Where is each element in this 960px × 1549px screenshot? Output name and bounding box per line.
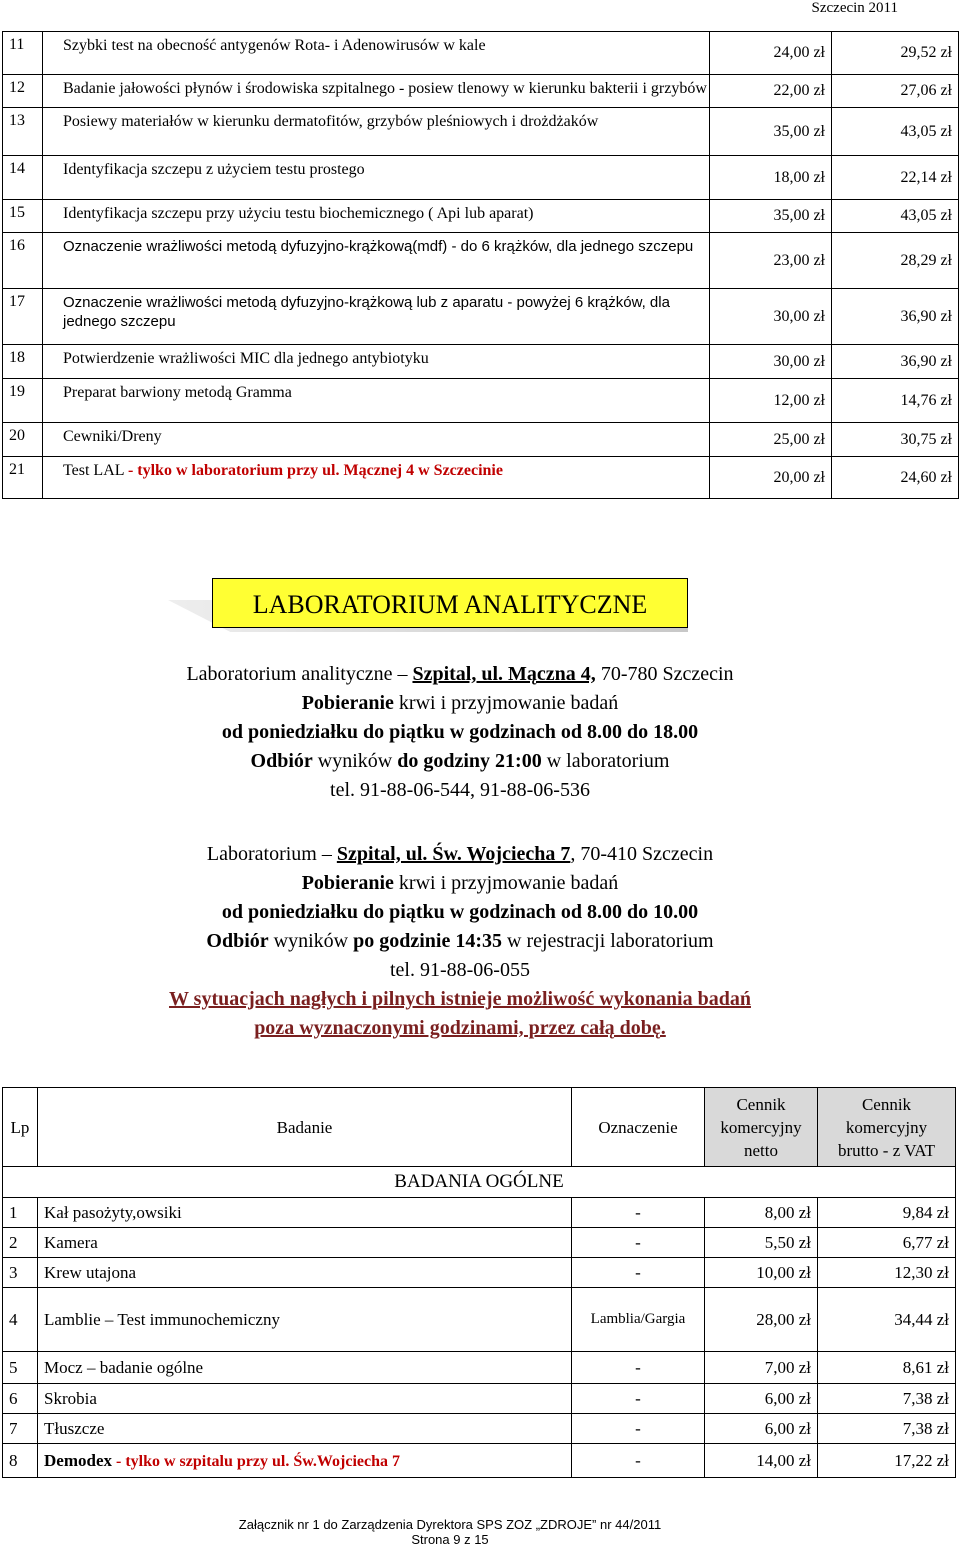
section-banner: LABORATORIUM ANALITYCZNE (212, 578, 688, 628)
row-name-text: Oznaczenie wrażliwości metodą dyfuzyjno-krążkową(mdf) - do 6 krążków, dla jednego szczepu (63, 238, 694, 255)
row-name (43, 379, 710, 423)
row-lp: 7 (3, 1414, 38, 1444)
lab2-phone: tel. 91-88-06-055 (390, 959, 530, 981)
lab1-line1: Laboratorium analityczne – Szpital, ul. Mączna 4, 70-780 Szczecin (186, 663, 734, 685)
row-name-text: Oznaczenie wrażliwości metodą dyfuzyjno-krążkową lub z aparatu - powyżej 6 krążków, dla jednego szczepu (63, 294, 670, 330)
table-row (3, 1288, 956, 1352)
row-name (43, 423, 710, 457)
row-oznaczenie: - (572, 1198, 705, 1228)
row-price-net: 14,00 zł (705, 1444, 818, 1478)
lab2-line3: od poniedziałku do piątku w godzinach od 8.00 do 10.00 (221, 901, 699, 923)
row-name (38, 1352, 572, 1384)
row-price-gross: 22,14 zł (832, 156, 959, 200)
row-name (43, 233, 710, 289)
table-row (3, 156, 959, 200)
table-row (3, 108, 959, 156)
row-price-net: 20,00 zł (710, 457, 832, 499)
header-badanie: Badanie (38, 1088, 572, 1167)
row-price-net: 25,00 zł (710, 423, 832, 457)
row-name (38, 1288, 572, 1352)
row-name (43, 156, 710, 200)
table-row (3, 345, 959, 379)
row-price-net: 6,00 zł (705, 1384, 818, 1414)
row-name-text: Skrobia (44, 1388, 97, 1408)
row-name-text: Tłuszcze (44, 1418, 105, 1438)
row-price-gross: 28,29 zł (832, 233, 959, 289)
row-price-gross: 8,61 zł (818, 1352, 956, 1384)
row-number: 12 (3, 75, 43, 108)
row-number: 11 (3, 32, 43, 75)
row-name-text: Potwierdzenie wrażliwości MIC dla jednego antybiotyku (63, 350, 429, 367)
table-row (3, 1228, 956, 1258)
row-price-gross: 14,76 zł (832, 379, 959, 423)
header-lp: Lp (3, 1088, 38, 1167)
row-number: 17 (3, 289, 43, 345)
row-name (43, 108, 710, 156)
row-price-gross: 29,52 zł (832, 32, 959, 75)
lab1-line4: Odbiór wyników do godziny 21:00 w laboratorium (250, 750, 670, 772)
row-price-gross: 30,75 zł (832, 423, 959, 457)
row-name-text: Kał pasożyty,owsiki (44, 1202, 182, 1222)
row-name (38, 1444, 572, 1478)
row-name (43, 345, 710, 379)
table-row (3, 1384, 956, 1414)
header-brutto: Cennik komercyjny brutto - z VAT (818, 1088, 956, 1167)
row-number: 19 (3, 379, 43, 423)
row-price-net: 5,50 zł (705, 1228, 818, 1258)
row-oznaczenie: - (572, 1228, 705, 1258)
table-header-row (3, 1088, 956, 1167)
row-lp: 5 (3, 1352, 38, 1384)
row-name-text: Krew utajona (44, 1262, 137, 1282)
row-name-note: - tylko w laboratorium przy ul. Mącznej 4 w Szczecinie (127, 462, 503, 479)
row-price-net: 35,00 zł (710, 200, 832, 233)
table-row (3, 1198, 956, 1228)
table-row (3, 379, 959, 423)
row-lp: 2 (3, 1228, 38, 1258)
row-name-text: Badanie jałowości płynów i środowiska szpitalnego - posiew tlenowy w kierunku bakterii i grzybów (63, 80, 707, 97)
row-price-net: 10,00 zł (705, 1258, 818, 1288)
row-name (38, 1384, 572, 1414)
row-oznaczenie: - (572, 1414, 705, 1444)
row-price-net: 12,00 zł (710, 379, 832, 423)
lab2-info (0, 840, 920, 985)
lab1-phone: tel. 91-88-06-544, 91-88-06-536 (330, 779, 590, 801)
section-row (3, 1167, 956, 1198)
row-price-gross: 27,06 zł (832, 75, 959, 108)
lab2-line2: Pobieranie krwi i przyjmowanie badań (301, 872, 619, 894)
row-name (38, 1198, 572, 1228)
row-oznaczenie: - (572, 1444, 705, 1478)
row-oznaczenie: - (572, 1258, 705, 1288)
row-name-text: Mocz – badanie ogólne (44, 1357, 204, 1377)
urgent-line1: W sytuacjach nagłych i pilnych istnieje możliwość wykonania badań (169, 988, 751, 1010)
row-price-net: 30,00 zł (710, 289, 832, 345)
table-row (3, 1258, 956, 1288)
row-price-gross: 7,38 zł (818, 1414, 956, 1444)
table-row (3, 289, 959, 345)
row-price-net: 7,00 zł (705, 1352, 818, 1384)
row-price-gross: 6,77 zł (818, 1228, 956, 1258)
row-price-gross: 34,44 zł (818, 1288, 956, 1352)
document-header: Szczecin 2011 (811, 0, 898, 16)
urgent-note (0, 985, 920, 1043)
header-oznaczenie: Oznaczenie (572, 1088, 705, 1167)
row-price-net: 28,00 zł (705, 1288, 818, 1352)
row-name-note: - tylko w szpitalu przy ul. Św.Wojciecha 7 (111, 1452, 400, 1470)
row-lp: 8 (3, 1444, 38, 1478)
row-name-text: Identyfikacja szczepu z użyciem testu prostego (63, 161, 365, 178)
row-number: 13 (3, 108, 43, 156)
table-row (3, 1352, 956, 1384)
row-lp: 6 (3, 1384, 38, 1414)
row-price-net: 6,00 zł (705, 1414, 818, 1444)
row-name (43, 75, 710, 108)
row-price-gross: 17,22 zł (818, 1444, 956, 1478)
row-name-text: Cewniki/Dreny (63, 428, 162, 445)
table-row (3, 200, 959, 233)
lab1-line2: Pobieranie krwi i przyjmowanie badań (301, 692, 619, 714)
table-row (3, 75, 959, 108)
row-name (43, 457, 710, 499)
row-lp: 3 (3, 1258, 38, 1288)
row-price-gross: 36,90 zł (832, 345, 959, 379)
row-name-text: Posiewy materiałów w kierunku dermatofitów, grzybów pleśniowych i drożdżaków (63, 113, 599, 130)
footer (0, 1517, 900, 1547)
row-number: 18 (3, 345, 43, 379)
row-number: 15 (3, 200, 43, 233)
lab2-line4: Odbiór wyników po godzinie 14:35 w rejestracji laboratorium (206, 930, 714, 952)
row-oznaczenie: Lamblia/Gargia (572, 1288, 705, 1352)
row-name-text: Test LAL (63, 462, 128, 479)
price-table-top (2, 31, 959, 499)
price-table-general (2, 1087, 956, 1478)
table-row (3, 457, 959, 499)
row-name-text: Kamera (44, 1232, 98, 1252)
table-row (3, 233, 959, 289)
row-price-net: 18,00 zł (710, 156, 832, 200)
urgent-line2: poza wyznaczonymi godzinami, przez całą dobę. (254, 1017, 666, 1039)
lab1-info (0, 660, 920, 805)
table-row (3, 32, 959, 75)
row-name (43, 32, 710, 75)
row-name-text: Demodex (44, 1450, 112, 1470)
row-name (43, 200, 710, 233)
row-price-gross: 43,05 zł (832, 108, 959, 156)
row-number: 16 (3, 233, 43, 289)
row-name (43, 289, 710, 345)
row-price-net: 24,00 zł (710, 32, 832, 75)
row-price-net: 8,00 zł (705, 1198, 818, 1228)
row-price-gross: 9,84 zł (818, 1198, 956, 1228)
row-name-text: Identyfikacja szczepu przy użyciu testu biochemicznego ( Api lub aparat) (63, 205, 534, 222)
row-name (38, 1228, 572, 1258)
footer-line1: Załącznik nr 1 do Zarządzenia Dyrektora SPS ZOZ „ZDROJE” nr 44/2011 (238, 1517, 662, 1532)
row-name (38, 1258, 572, 1288)
row-price-net: 22,00 zł (710, 75, 832, 108)
row-number: 20 (3, 423, 43, 457)
row-price-net: 30,00 zł (710, 345, 832, 379)
lab1-line3: od poniedziałku do piątku w godzinach od 8.00 do 18.00 (221, 721, 699, 743)
table-row (3, 1414, 956, 1444)
row-price-gross: 43,05 zł (832, 200, 959, 233)
row-price-net: 35,00 zł (710, 108, 832, 156)
section-title: BADANIA OGÓLNE (3, 1167, 956, 1198)
table-row (3, 1444, 956, 1478)
row-name (38, 1414, 572, 1444)
row-number: 21 (3, 457, 43, 499)
row-name-text: Lamblie – Test immunochemiczny (44, 1309, 280, 1329)
row-lp: 4 (3, 1288, 38, 1352)
row-price-gross: 24,60 zł (832, 457, 959, 499)
row-price-gross: 12,30 zł (818, 1258, 956, 1288)
lab2-line1: Laboratorium – Szpital, ul. Św. Wojciecha 7, 70-410 Szczecin (206, 843, 714, 865)
row-name-text: Szybki test na obecność antygenów Rota- i Adenowirusów w kale (63, 37, 486, 54)
header-netto: Cennik komercyjny netto (705, 1088, 818, 1167)
row-oznaczenie: - (572, 1384, 705, 1414)
row-price-net: 23,00 zł (710, 233, 832, 289)
footer-page-number: Strona 9 z 15 (411, 1532, 489, 1547)
table-row (3, 423, 959, 457)
row-name-text: Preparat barwiony metodą Gramma (63, 384, 292, 401)
row-price-gross: 36,90 zł (832, 289, 959, 345)
row-number: 14 (3, 156, 43, 200)
row-oznaczenie: - (572, 1352, 705, 1384)
row-price-gross: 7,38 zł (818, 1384, 956, 1414)
row-lp: 1 (3, 1198, 38, 1228)
